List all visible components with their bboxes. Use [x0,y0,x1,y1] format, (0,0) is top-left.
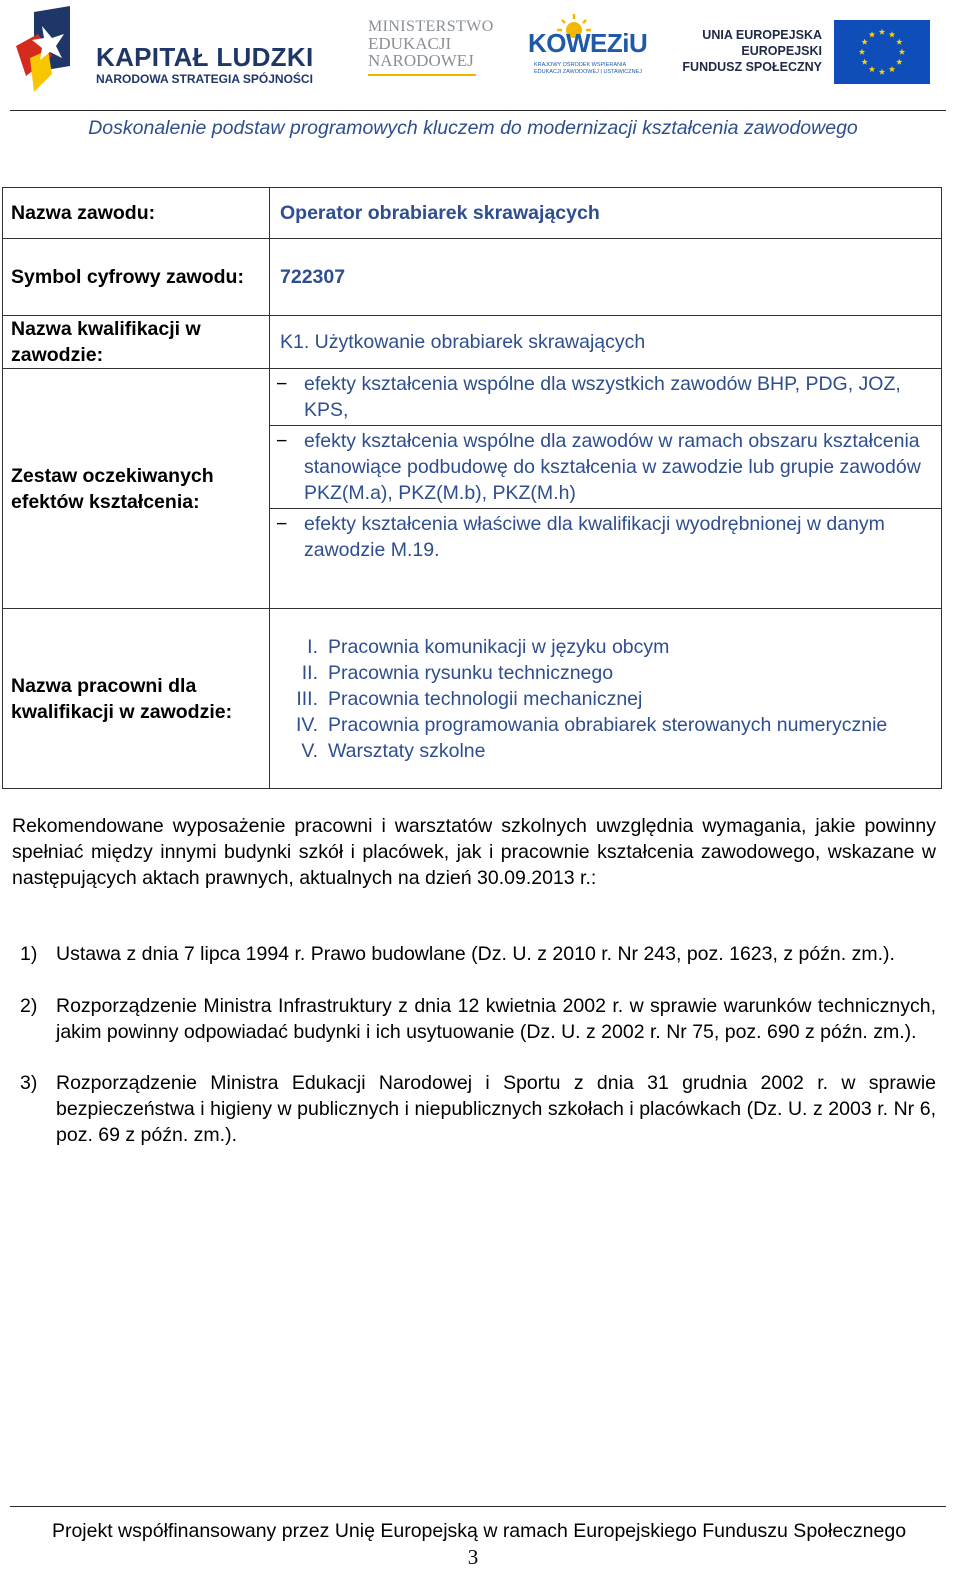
effects-cell [270,369,942,609]
law-number: 2) [20,995,38,1017]
effects-label: Zestaw oczekiwanych efektów kształcenia: [3,369,270,609]
workshops-label: Nazwa pracowni dla kwalifikacji w zawodzie: [3,609,270,789]
qualification-label: Nazwa kwalifikacji w zawodzie: [3,316,270,369]
koweziu-subtitle-2: EDUKACJI ZAWODOWEJ I USTAWICZNEJ [534,69,642,75]
symbol-value: 722307 [270,239,942,316]
workshop-item: IV. Pracownia programowania obrabiarek sterowanych numerycznie [295,713,888,736]
law-item [12,993,936,1045]
table-row-occupation [3,188,942,239]
occupation-label: Nazwa zawodu: [3,188,270,239]
footer-text: Projekt współfinansowany przez Unię Europejską w ramach Europejskiego Funduszu Społecznego [51,1520,907,1542]
kapital-ludzki-subtitle: NARODOWA STRATEGIA SPÓJNOŚCI [96,72,313,86]
law-text: Rozporządzenie Ministra Infrastruktury z dnia 12 kwietnia 2002 r. w sprawie warunków technicznych, jakim powinny odpowiadać budynki i ich usytuowanie (Dz. U. z 2002 r. Nr 75, poz. 690 z późn. zm.). [56,995,936,1043]
effects-bullet: − efekty kształcenia wspólne dla wszystkich zawodów BHP, PDG, JOZ, KPS, [276,373,901,421]
ministerstwo-logo [368,18,508,78]
workshop-item: III. Pracownia technologii mechanicznej [296,687,643,710]
law-text: Rozporządzenie Ministra Edukacji Narodowej i Sportu z dnia 31 grudnia 2002 r. w sprawie bezpieczeństwa i higieny w publicznych i niepublicznych szkołach i placówkach (Dz. U. z 2003 r. Nr 6, poz. 69 z późn. zm.). [56,1072,936,1146]
workshops-cell [270,609,942,789]
effects-bullet: − efekty kształcenia wspólne dla zawodów w ramach obszaru kształcenia stanowiące podbudowę do kształcenia w zawodzie lub grupie zawodów PKZ(M.a), PKZ(M.b), PKZ(M.h) [270,425,941,508]
law-number: 3) [20,1072,38,1094]
koweziu-logo [528,18,658,78]
table-row-effects [3,369,942,609]
effects-bullet-text: efekty kształcenia właściwe dla kwalifikacji wyodrębnionej w danym zawodzie M.19. [304,513,885,561]
law-item [12,1070,936,1148]
qualification-table [2,187,942,789]
ministerstwo-line-2: EDUKACJI [368,34,452,53]
table-row-workshops [3,609,942,789]
qualification-value: K1. Użytkowanie obrabiarek skrawających [270,316,942,369]
logo-bar [0,0,960,112]
workshop-item: I. Pracownia komunikacji w języku obcym [307,635,670,658]
law-number: 1) [20,943,38,965]
page-number: 3 [467,1545,479,1569]
eu-logo [682,18,940,88]
koweziu-name: KOWEZiU [528,28,648,58]
kapital-ludzki-emblem-icon [12,6,92,102]
law-item [12,941,936,967]
law-text: Ustawa z dnia 7 lipca 1994 r. Prawo budowlane (Dz. U. z 2010 r. Nr 243, poz. 1623, z późn. zm.). [56,943,895,965]
recommendation-paragraph: Rekomendowane wyposażenie pracowni i warsztatów szkolnych uwzględnia wymagania, jakie powinny spełniać między innymi budynki szkół i placówek, jak i pracownie kształcenia zawodowego, wskazane w następujących aktach prawnych, aktualnych na dzień 30.09.2013 r.: [12,815,936,889]
symbol-label: Symbol cyfrowy zawodu: [3,239,270,316]
header-divider [10,110,946,111]
eu-flag-icon [834,20,930,84]
effects-bullet-text: efekty kształcenia wspólne dla wszystkich zawodów BHP, PDG, JOZ, KPS, [304,373,901,421]
header-title: Doskonalenie podstaw programowych kluczem do modernizacji kształcenia zawodowego [88,117,858,139]
workshop-item: V. Warsztaty szkolne [301,739,486,762]
kapital-ludzki-name: KAPITAŁ LUDZKI [96,42,314,72]
workshop-item: II. Pracownia rysunku technicznego [301,661,614,684]
effects-bullet-text: efekty kształcenia wspólne dla zawodów w ramach obszaru kształcenia stanowiące podbudowę do kształcenia w zawodzie lub grupie zawodów PKZ(M.a), PKZ(M.b), PKZ(M.h) [304,430,921,504]
effects-bullet: − efekty kształcenia właściwe dla kwalifikacji wyodrębnionej w danym zawodzie M.19. [270,508,941,565]
koweziu-subtitle-1: KRAJOWY OŚRODEK WSPIERANIA [534,62,627,68]
footer-divider [10,1506,946,1507]
eu-line-1: UNIA EUROPEJSKA [702,28,822,42]
ministerstwo-line-3: NARODOWEJ [368,51,474,70]
table-row-symbol [3,239,942,316]
ministerstwo-line-1: MINISTERSTWO [368,18,494,35]
eu-line-2: EUROPEJSKI [741,44,822,58]
table-row-qualification [3,316,942,369]
kapital-ludzki-logo [12,6,312,102]
ministerstwo-underline-icon [368,72,496,78]
eu-line-3: FUNDUSZ SPOŁECZNY [682,60,822,74]
occupation-value: Operator obrabiarek skrawających [270,188,942,239]
